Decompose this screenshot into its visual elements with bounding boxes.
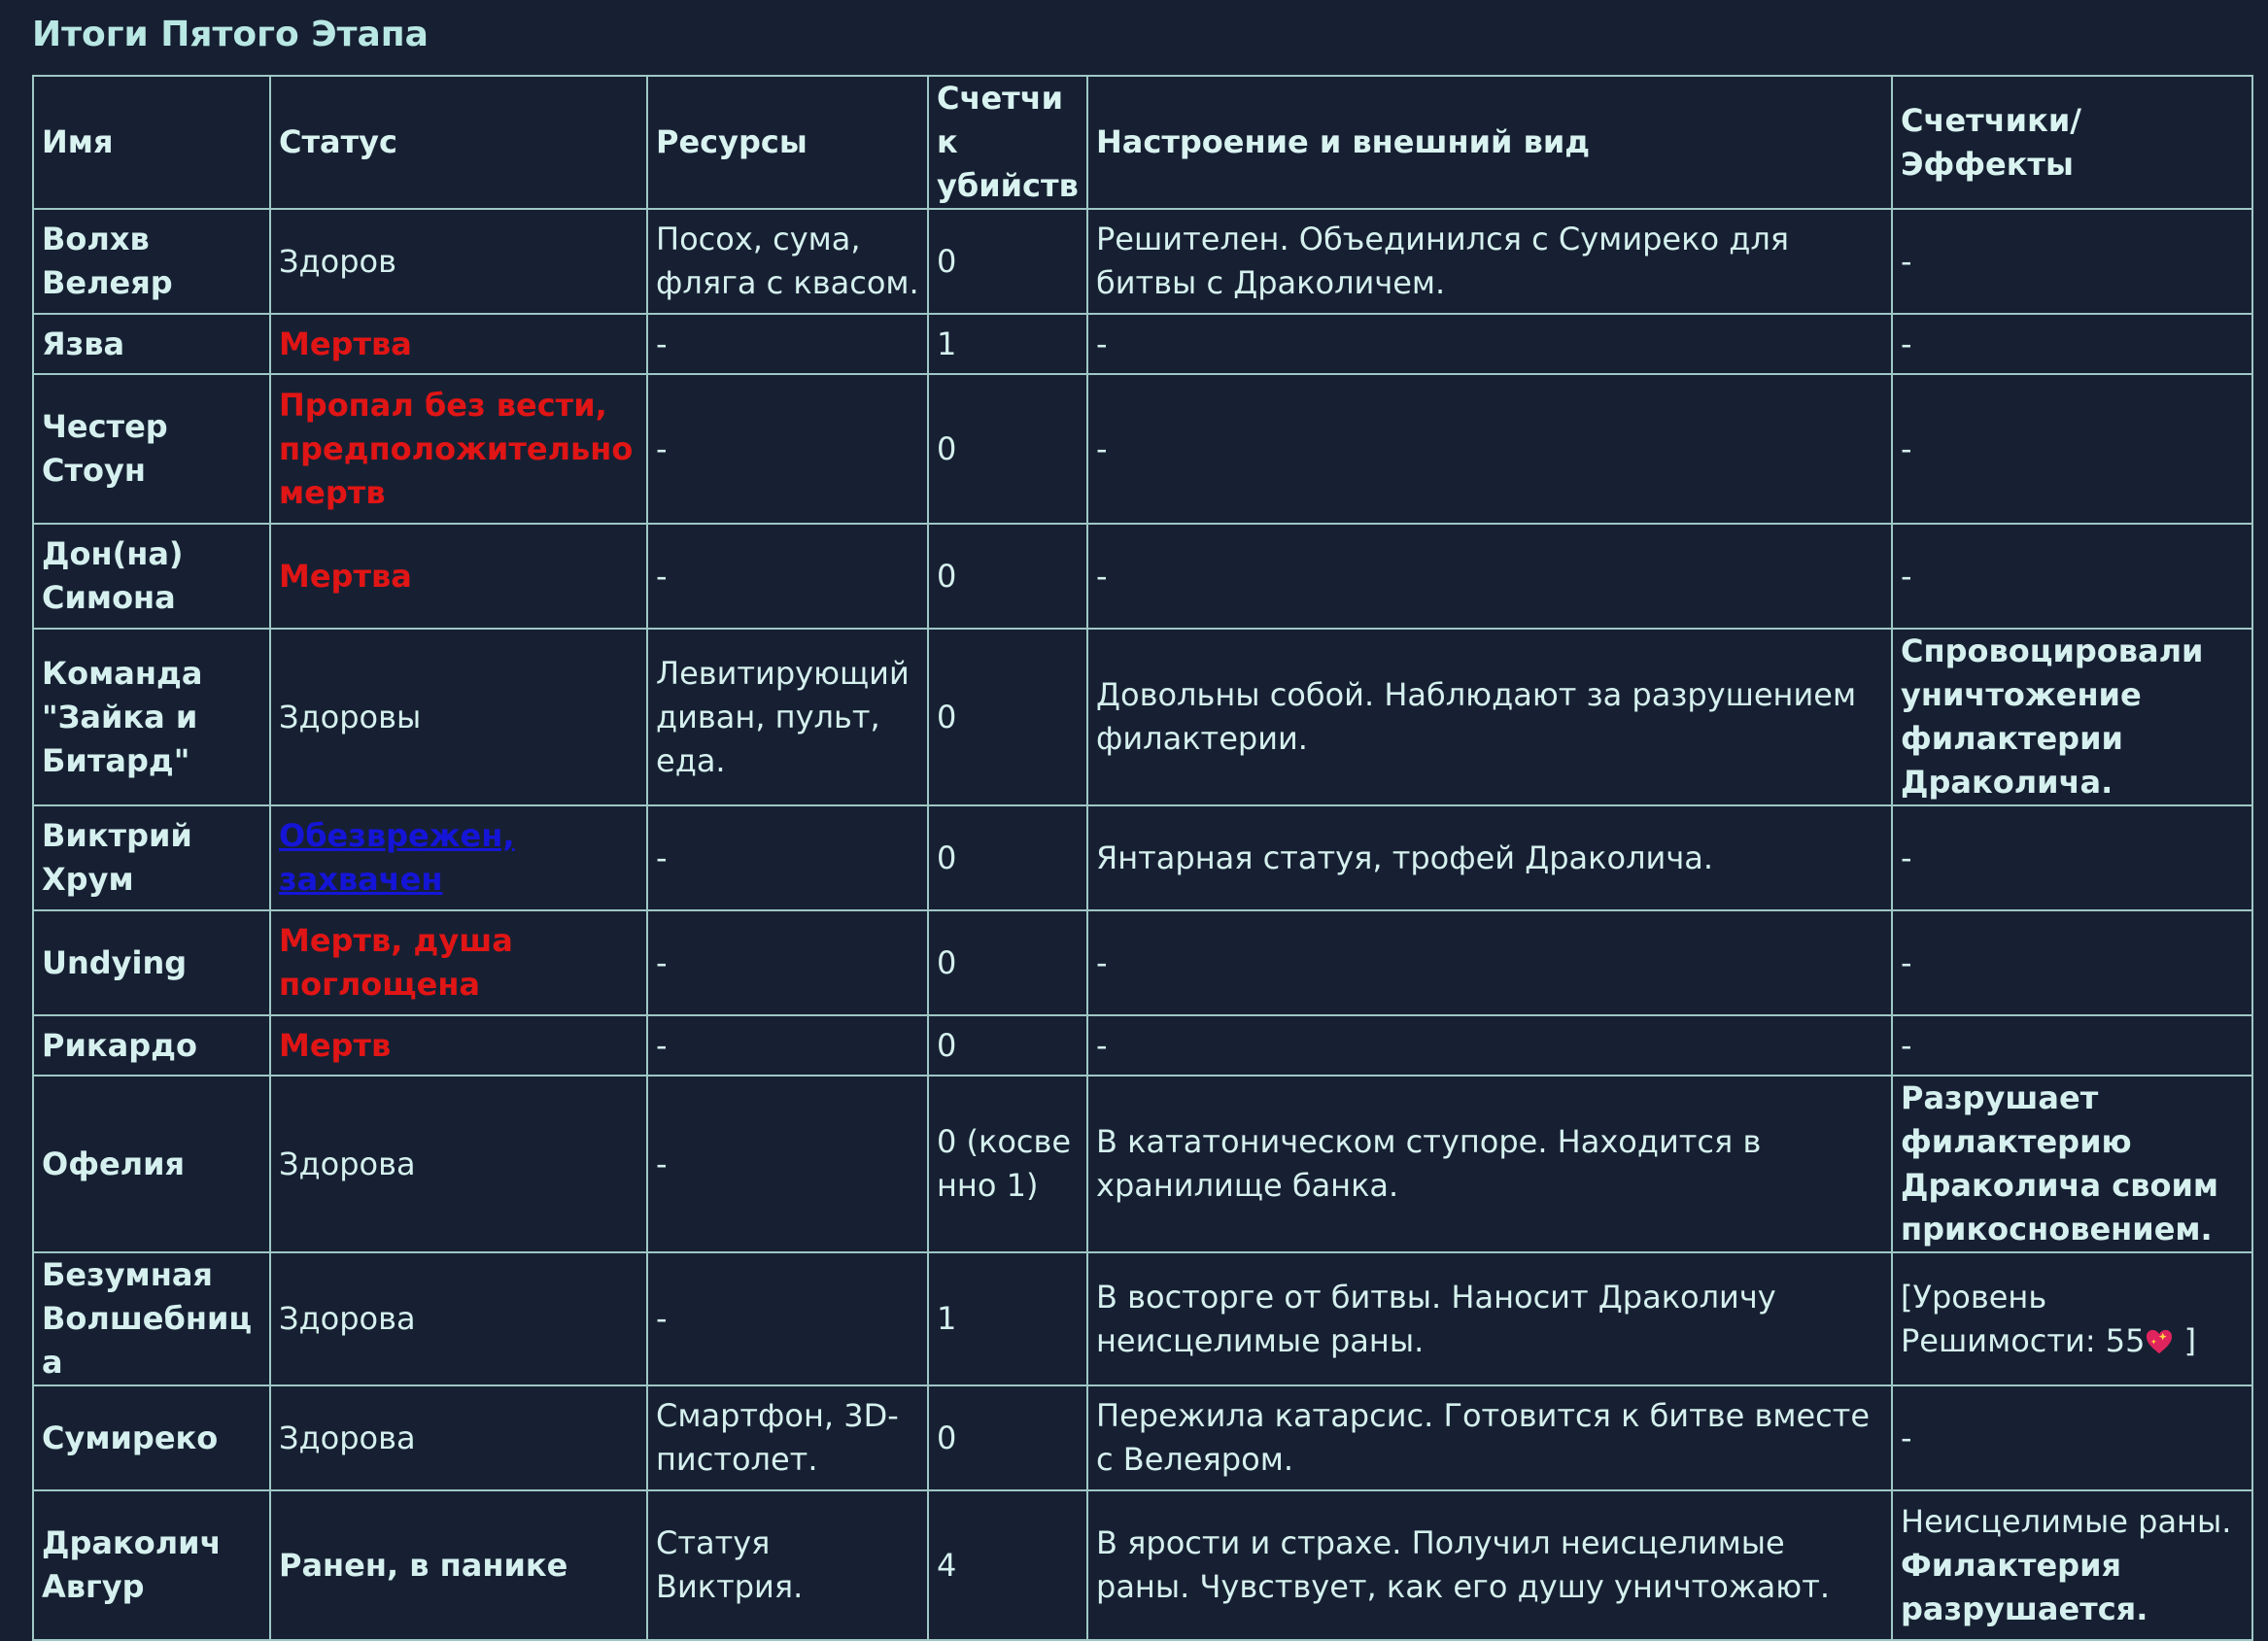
row-effects: [1892, 1490, 2252, 1640]
row-status: Здоровы: [270, 629, 647, 805]
row-name: Волхв Велеяр: [33, 209, 270, 314]
row-name: Виктрий Хрум: [33, 805, 270, 910]
row-name: Undying: [33, 910, 270, 1015]
row-mood: Пережила катарсис. Готовится к битве вместе с Велеяром.: [1087, 1385, 1892, 1490]
row-kills: 1: [928, 314, 1087, 374]
row-mood: -: [1087, 910, 1892, 1015]
resolve-level-label: [Уровень Решимости: 55: [1901, 1278, 2146, 1359]
row-mood: Довольны собой. Наблюдают за разрушением филактерии.: [1087, 629, 1892, 805]
row-kills: 0: [928, 805, 1087, 910]
row-resources: -: [647, 1076, 928, 1252]
row-kills: 4: [928, 1490, 1087, 1640]
table-row: [33, 374, 2252, 524]
row-effects: Спровоцировали уничтожение филактерии Драколича.: [1892, 629, 2252, 805]
row-kills: 0: [928, 629, 1087, 805]
row-status: Мертв: [270, 1015, 647, 1076]
row-mood: В ярости и страхе. Получил неисцелимые раны. Чувствует, как его душу уничтожают.: [1087, 1490, 1892, 1640]
row-resources: Левитирующий диван, пульт, еда.: [647, 629, 928, 805]
row-mood: В восторге от битвы. Наносит Драколичу неисцелимые раны.: [1087, 1252, 1892, 1385]
row-kills: 0: [928, 1015, 1087, 1076]
row-kills: 0: [928, 1385, 1087, 1490]
effect-wounds: Неисцелимые раны.: [1901, 1502, 2232, 1540]
header-mood: Настроение и внешний вид: [1087, 76, 1892, 209]
row-kills: 0: [928, 524, 1087, 629]
row-name: Рикардо: [33, 1015, 270, 1076]
row-resources: -: [647, 524, 928, 629]
row-mood: -: [1087, 314, 1892, 374]
row-effects: [1892, 1252, 2252, 1385]
header-resources: Ресурсы: [647, 76, 928, 209]
row-name: Дон(на) Симона: [33, 524, 270, 629]
row-resources: -: [647, 910, 928, 1015]
row-kills: 0: [928, 910, 1087, 1015]
row-status: Здорова: [270, 1385, 647, 1490]
row-effects: -: [1892, 910, 2252, 1015]
row-mood: -: [1087, 524, 1892, 629]
row-name: Команда "Зайка и Битард": [33, 629, 270, 805]
row-mood: Решителен. Объединился с Сумиреко для битвы с Драколичем.: [1087, 209, 1892, 314]
row-effects: -: [1892, 314, 2252, 374]
row-name: Офелия: [33, 1076, 270, 1252]
row-mood: Янтарная статуя, трофей Драколича.: [1087, 805, 1892, 910]
row-resources: -: [647, 314, 928, 374]
table-row: [33, 1076, 2252, 1252]
row-mood: В кататоническом ступоре. Находится в хранилище банка.: [1087, 1076, 1892, 1252]
row-kills: 0 (косвенно 1): [928, 1076, 1087, 1252]
row-effects: -: [1892, 524, 2252, 629]
row-resources: -: [647, 374, 928, 524]
row-status: Здорова: [270, 1076, 647, 1252]
row-status: Мертв, душа поглощена: [270, 910, 647, 1015]
table-header-row: [33, 76, 2252, 209]
effect-phylactery: Филактерия разрушается.: [1901, 1546, 2148, 1627]
row-resources: Смартфон, 3D-пистолет.: [647, 1385, 928, 1490]
row-mood: -: [1087, 1015, 1892, 1076]
header-kills: Счетчик убийств: [928, 76, 1087, 209]
resolve-level-close: ]: [2183, 1321, 2197, 1359]
header-name: Имя: [33, 76, 270, 209]
table-row: [33, 1490, 2252, 1640]
row-status: Здорова: [270, 1252, 647, 1385]
table-row: [33, 629, 2252, 805]
row-resources: -: [647, 805, 928, 910]
header-effects: Счетчики/Эффекты: [1892, 76, 2252, 209]
table-row: [33, 209, 2252, 314]
row-kills: 0: [928, 374, 1087, 524]
results-table: [32, 75, 2253, 1641]
row-resources: -: [647, 1252, 928, 1385]
row-resources: Статуя Виктрия.: [647, 1490, 928, 1640]
row-kills: 0: [928, 209, 1087, 314]
row-effects: -: [1892, 1015, 2252, 1076]
table-row: [33, 805, 2252, 910]
row-mood: -: [1087, 374, 1892, 524]
row-status-link[interactable]: Обезврежен, захвачен: [270, 805, 647, 910]
row-resources: -: [647, 1015, 928, 1076]
table-row: [33, 1252, 2252, 1385]
table-row: [33, 314, 2252, 374]
row-effects: -: [1892, 805, 2252, 910]
row-resources: Посох, сума, фляга с квасом.: [647, 209, 928, 314]
row-effects: -: [1892, 1385, 2252, 1490]
row-status: Пропал без вести, предположительно мертв: [270, 374, 647, 524]
row-effects: -: [1892, 209, 2252, 314]
table-row: [33, 1385, 2252, 1490]
row-status: Мертва: [270, 314, 647, 374]
row-status: Ранен, в панике: [270, 1490, 647, 1640]
row-name: Язва: [33, 314, 270, 374]
row-name: Сумиреко: [33, 1385, 270, 1490]
row-kills: 1: [928, 1252, 1087, 1385]
row-effects: -: [1892, 374, 2252, 524]
row-name: Честер Стоун: [33, 374, 270, 524]
sparkling-heart-icon: [2145, 1328, 2174, 1355]
table-row: [33, 1015, 2252, 1076]
row-status: Здоров: [270, 209, 647, 314]
row-name: Драколич Авгур: [33, 1490, 270, 1640]
header-status: Статус: [270, 76, 647, 209]
row-name: Безумная Волшебница: [33, 1252, 270, 1385]
row-effects: Разрушает филактерию Драколича своим прикосновением.: [1892, 1076, 2252, 1252]
table-row: [33, 524, 2252, 629]
row-status: Мертва: [270, 524, 647, 629]
table-row: [33, 910, 2252, 1015]
page-title: Итоги Пятого Этапа: [32, 15, 429, 54]
